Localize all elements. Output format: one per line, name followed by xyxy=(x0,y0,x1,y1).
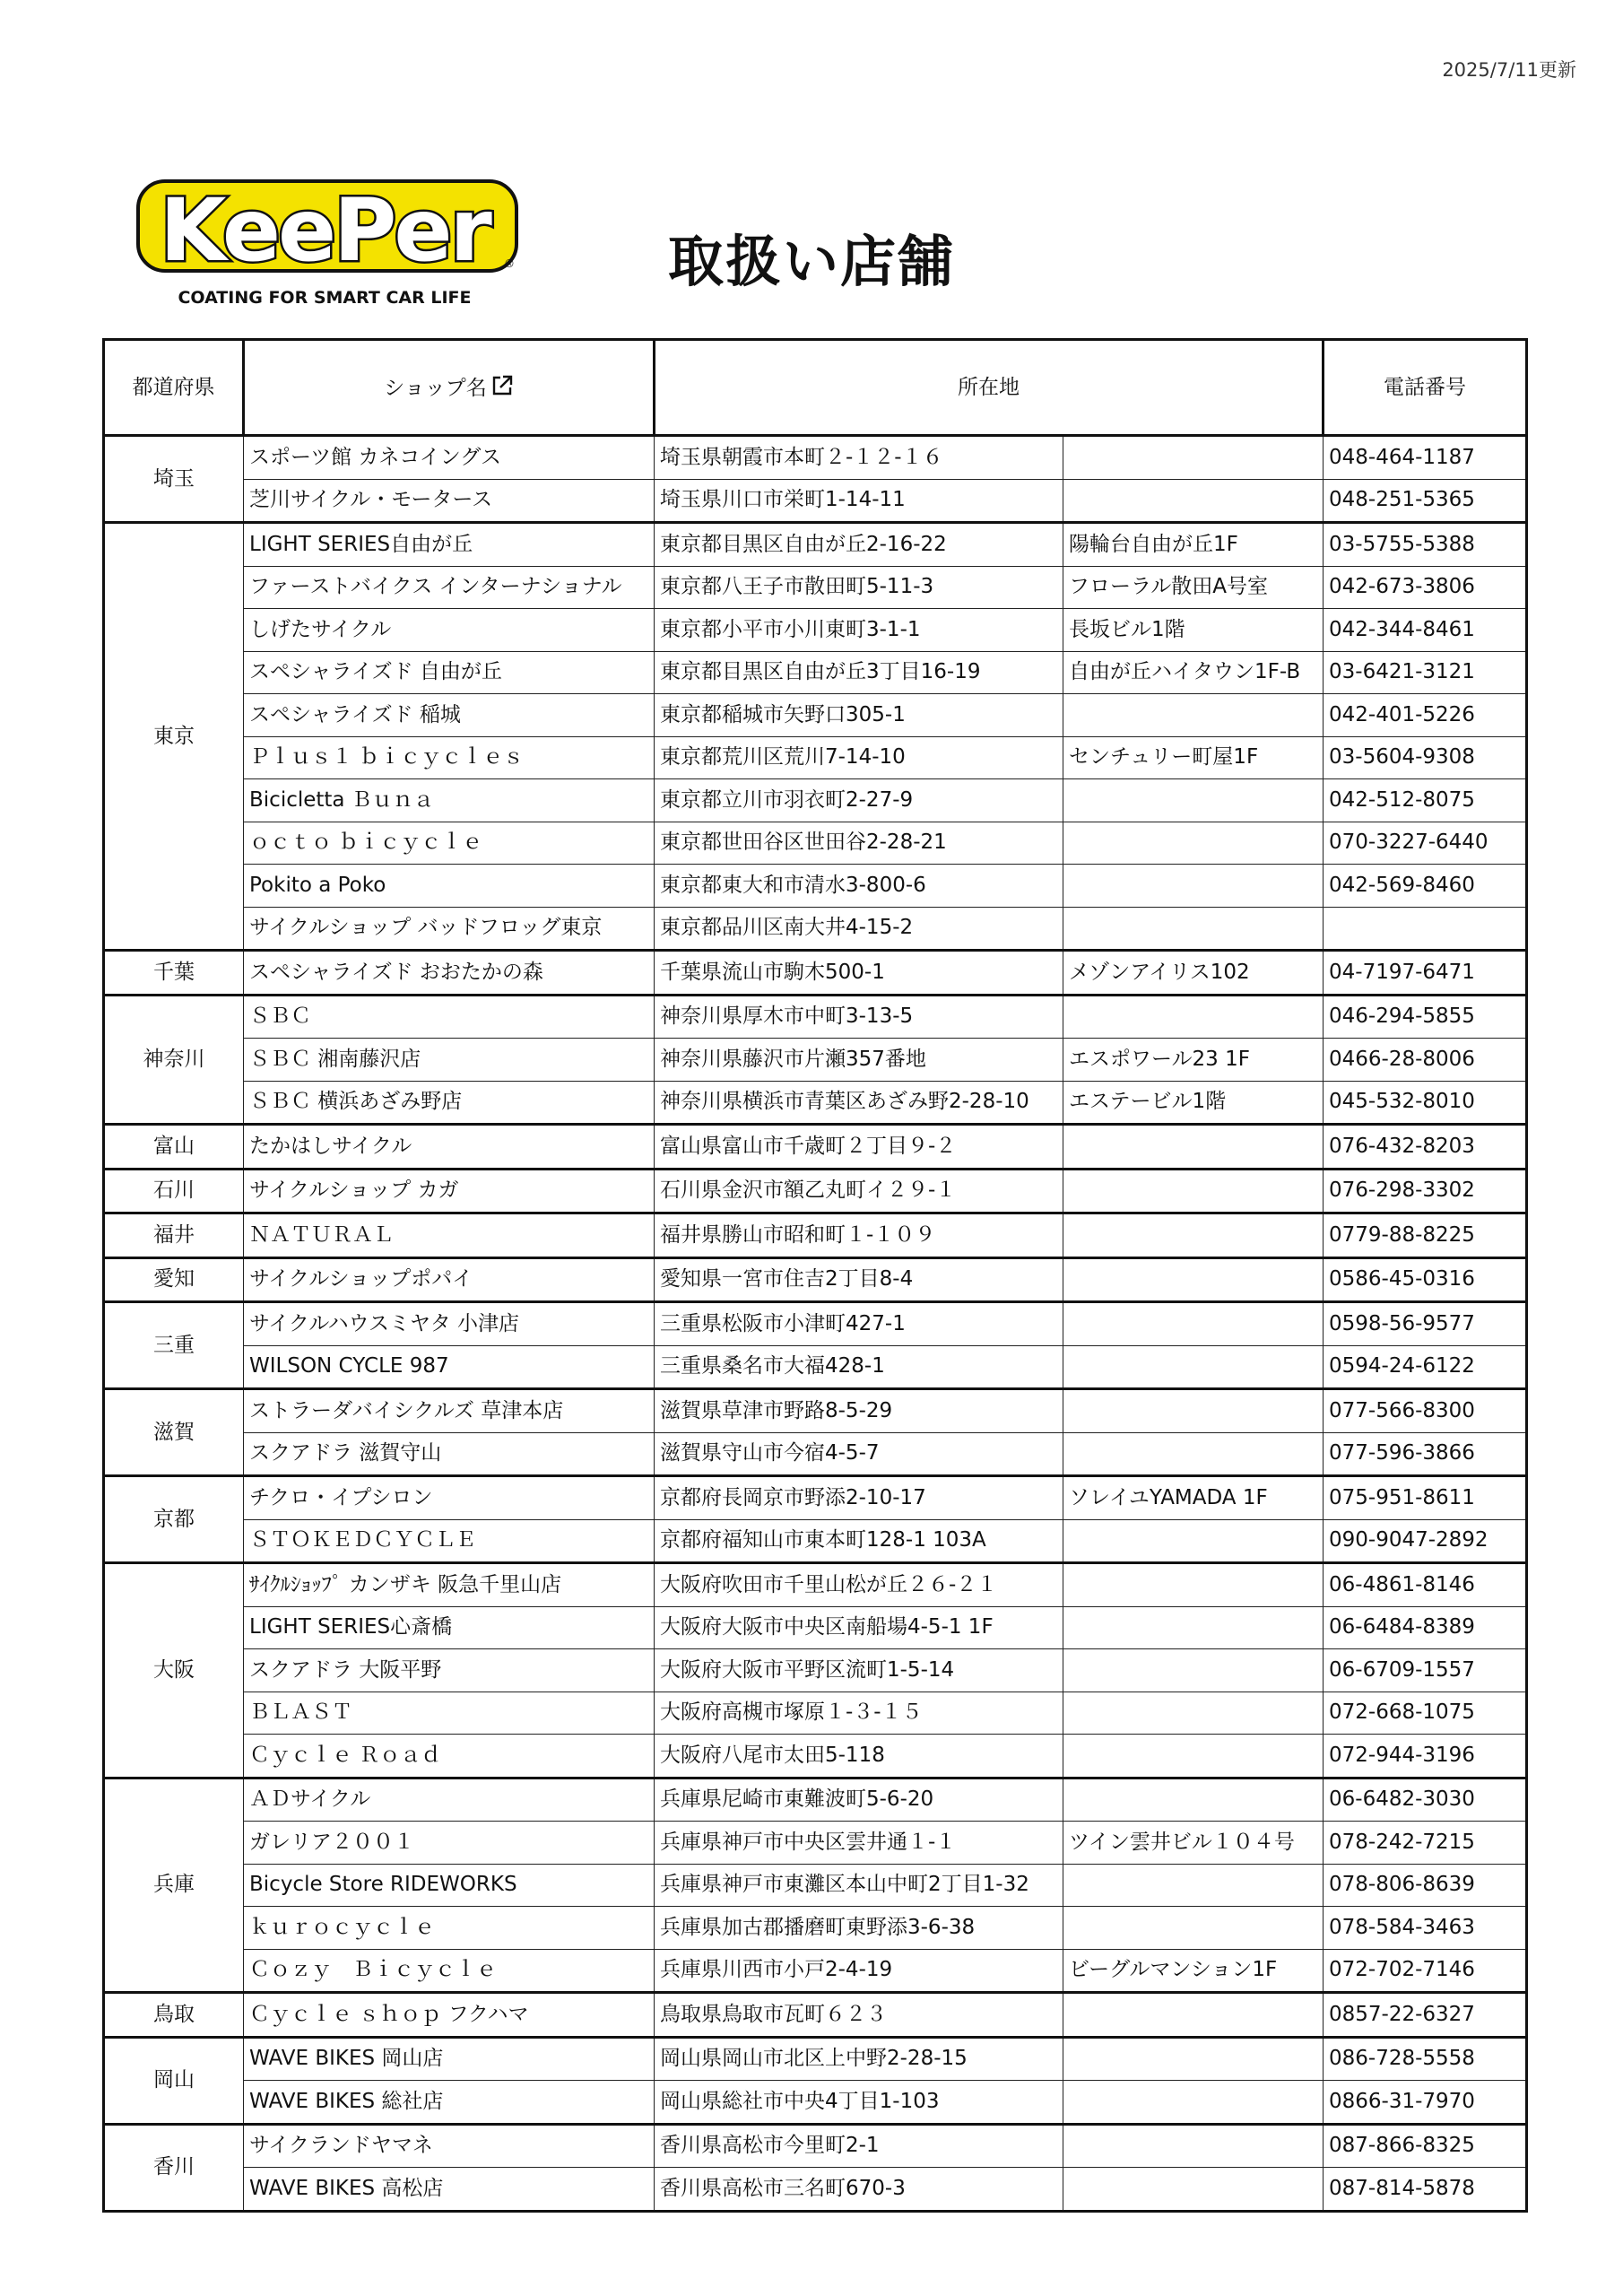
shop-name-cell: サイクルショップ カガ xyxy=(244,1169,655,1213)
prefecture-cell: 大阪 xyxy=(104,1563,244,1779)
address-cell: 兵庫県川西市小戸2-4-19 xyxy=(655,1949,1063,1993)
phone-cell: 0598-56-9577 xyxy=(1324,1302,1527,1346)
table-row xyxy=(104,1822,1527,1865)
address-cell: 三重県桑名市大福428-1 xyxy=(655,1345,1063,1389)
table-row xyxy=(104,609,1527,652)
address-cell: 東京都稲城市矢野口305-1 xyxy=(655,694,1063,737)
svg-text:KeePer: KeePer xyxy=(160,180,490,281)
building-cell xyxy=(1063,1432,1324,1476)
address-cell: 大阪府八尾市太田5-118 xyxy=(655,1735,1063,1779)
prefecture-cell: 埼玉 xyxy=(104,436,244,523)
building-cell: ビーグルマンション1F xyxy=(1063,1949,1324,1993)
building-cell xyxy=(1063,1735,1324,1779)
shop-name-cell: ガレリア２００１ xyxy=(244,1822,655,1865)
address-cell: 東京都品川区南大井4-15-2 xyxy=(655,907,1063,951)
shop-name-cell: ＳＴＯＫＥＤＣＹＣＬＥ xyxy=(244,1519,655,1563)
header-phone: 電話番号 xyxy=(1324,340,1527,436)
shop-name-cell: サイクルショップ バッドフロッグ東京 xyxy=(244,907,655,951)
address-cell: 千葉県流山市駒木500-1 xyxy=(655,951,1063,996)
table-row xyxy=(104,1864,1527,1907)
prefecture-cell: 富山 xyxy=(104,1125,244,1170)
shop-name-cell: スペシャライズド 自由が丘 xyxy=(244,651,655,694)
header-prefecture: 都道府県 xyxy=(104,340,244,436)
shop-name-cell: たかはしサイクル xyxy=(244,1125,655,1170)
address-cell: 兵庫県尼崎市東難波町5-6-20 xyxy=(655,1778,1063,1822)
table-row xyxy=(104,479,1527,523)
prefecture-cell: 愛知 xyxy=(104,1257,244,1302)
table-row xyxy=(104,1649,1527,1692)
address-cell: 香川県高松市今里町2-1 xyxy=(655,2124,1063,2168)
address-cell: 福井県勝山市昭和町１-１０９ xyxy=(655,1213,1063,1258)
table-row xyxy=(104,1081,1527,1125)
shop-name-cell: スペシャライズド おおたかの森 xyxy=(244,951,655,996)
svg-text:®: ® xyxy=(504,257,515,270)
table-row xyxy=(104,1432,1527,1476)
building-cell: センチュリー町屋1F xyxy=(1063,736,1324,779)
phone-cell: 06-6484-8389 xyxy=(1324,1606,1527,1649)
building-cell xyxy=(1063,2168,1324,2212)
prefecture-cell: 滋賀 xyxy=(104,1389,244,1476)
phone-cell: 090-9047-2892 xyxy=(1324,1519,1527,1563)
address-cell: 岡山県総社市中央4丁目1-103 xyxy=(655,2081,1063,2125)
building-cell xyxy=(1063,479,1324,523)
phone-cell: 046-294-5855 xyxy=(1324,995,1527,1039)
building-cell: 長坂ビル1階 xyxy=(1063,609,1324,652)
phone-cell: 048-464-1187 xyxy=(1324,436,1527,480)
table-row xyxy=(104,1993,1527,2038)
phone-cell: 0857-22-6327 xyxy=(1324,1993,1527,2038)
phone-cell: 077-596-3866 xyxy=(1324,1432,1527,1476)
shop-name-cell: サイクルハウスミヤタ 小津店 xyxy=(244,1302,655,1346)
building-cell xyxy=(1063,1563,1324,1607)
table-row xyxy=(104,779,1527,822)
table-row xyxy=(104,2168,1527,2212)
prefecture-cell: 京都 xyxy=(104,1476,244,1563)
shop-name-cell: ストラーダバイシクルズ 草津本店 xyxy=(244,1389,655,1433)
building-cell: ツイン雲井ビル１０４号 xyxy=(1063,1822,1324,1865)
shop-name-cell: Pokito a Poko xyxy=(244,865,655,908)
phone-cell: 0594-24-6122 xyxy=(1324,1345,1527,1389)
address-cell: 埼玉県朝霞市本町２-１２-１６ xyxy=(655,436,1063,480)
shop-name-cell: スペシャライズド 稲城 xyxy=(244,694,655,737)
prefecture-cell: 鳥取 xyxy=(104,1993,244,2038)
building-cell xyxy=(1063,822,1324,865)
table-row xyxy=(104,1125,1527,1170)
building-cell xyxy=(1063,995,1324,1039)
phone-cell: 03-6421-3121 xyxy=(1324,651,1527,694)
table-row xyxy=(104,1907,1527,1950)
address-cell: 大阪府高槻市塚原１-３-１５ xyxy=(655,1692,1063,1735)
table-row xyxy=(104,2081,1527,2125)
phone-cell: 042-344-8461 xyxy=(1324,609,1527,652)
table-row xyxy=(104,1735,1527,1779)
shop-name-cell: LIGHT SERIES心斎橋 xyxy=(244,1606,655,1649)
address-cell: 滋賀県守山市今宿4-5-7 xyxy=(655,1432,1063,1476)
header-address: 所在地 xyxy=(655,340,1324,436)
phone-cell: 042-673-3806 xyxy=(1324,566,1527,609)
phone-cell: 042-401-5226 xyxy=(1324,694,1527,737)
address-cell: 京都府福知山市東本町128-1 103A xyxy=(655,1519,1063,1563)
address-cell: 兵庫県神戸市中央区雲井通１-１ xyxy=(655,1822,1063,1865)
phone-cell: 048-251-5365 xyxy=(1324,479,1527,523)
address-cell: 香川県高松市三名町670-3 xyxy=(655,2168,1063,2212)
phone-cell: 086-728-5558 xyxy=(1324,2037,1527,2081)
shop-name-cell: Ｃｏｚｙ Ｂｉｃｙｃｌｅ xyxy=(244,1949,655,1993)
building-cell xyxy=(1063,779,1324,822)
building-cell xyxy=(1063,1302,1324,1346)
shop-name-cell: しげたサイクル xyxy=(244,609,655,652)
address-cell: 鳥取県鳥取市瓦町６２３ xyxy=(655,1993,1063,2038)
building-cell: エスポワール23 1F xyxy=(1063,1039,1324,1082)
building-cell: エステービル1階 xyxy=(1063,1081,1324,1125)
phone-cell: 078-806-8639 xyxy=(1324,1864,1527,1907)
shop-name-cell: WAVE BIKES 総社店 xyxy=(244,2081,655,2125)
shop-name-cell: スクアドラ 滋賀守山 xyxy=(244,1432,655,1476)
address-cell: 兵庫県加古郡播磨町東野添3-6-38 xyxy=(655,1907,1063,1950)
table-row xyxy=(104,1949,1527,1993)
prefecture-cell: 岡山 xyxy=(104,2037,244,2124)
phone-cell: 042-512-8075 xyxy=(1324,779,1527,822)
building-cell: 陽輪台自由が丘1F xyxy=(1063,523,1324,567)
address-cell: 埼玉県川口市栄町1-14-11 xyxy=(655,479,1063,523)
shop-name-cell: Bicycle Store RIDEWORKS xyxy=(244,1864,655,1907)
building-cell xyxy=(1063,2037,1324,2081)
address-cell: 東京都荒川区荒川7-14-10 xyxy=(655,736,1063,779)
address-cell: 東京都立川市羽衣町2-27-9 xyxy=(655,779,1063,822)
shop-name-cell: ＳＢＣ 湘南藤沢店 xyxy=(244,1039,655,1082)
table-row xyxy=(104,865,1527,908)
phone-cell: 076-298-3302 xyxy=(1324,1169,1527,1213)
building-cell: ソレイユYAMADA 1F xyxy=(1063,1476,1324,1520)
phone-cell: 04-7197-6471 xyxy=(1324,951,1527,996)
building-cell xyxy=(1063,1519,1324,1563)
building-cell xyxy=(1063,1345,1324,1389)
shop-name-cell: WAVE BIKES 岡山店 xyxy=(244,2037,655,2081)
building-cell xyxy=(1063,1606,1324,1649)
keeper-logo xyxy=(135,178,520,312)
building-cell xyxy=(1063,907,1324,951)
phone-cell: 042-569-8460 xyxy=(1324,865,1527,908)
phone-cell: 0779-88-8225 xyxy=(1324,1213,1527,1258)
address-cell: 石川県金沢市額乙丸町イ２９-１ xyxy=(655,1169,1063,1213)
address-cell: 東京都八王子市散田町5-11-3 xyxy=(655,566,1063,609)
shop-name-cell: Ｃｙｃｌｅ Ｒｏａｄ xyxy=(244,1735,655,1779)
address-cell: 大阪府大阪市中央区南船場4-5-1 1F xyxy=(655,1606,1063,1649)
shop-name-cell: LIGHT SERIES自由が丘 xyxy=(244,523,655,567)
phone-cell: 077-566-8300 xyxy=(1324,1389,1527,1433)
external-link-icon[interactable] xyxy=(490,374,514,402)
shop-table xyxy=(102,338,1528,2213)
table-row xyxy=(104,1778,1527,1822)
phone-cell: 0586-45-0316 xyxy=(1324,1257,1527,1302)
shop-name-cell: WAVE BIKES 高松店 xyxy=(244,2168,655,2212)
prefecture-cell: 石川 xyxy=(104,1169,244,1213)
table-row xyxy=(104,951,1527,996)
shop-name-cell: サイクランドヤマネ xyxy=(244,2124,655,2168)
phone-cell: 078-584-3463 xyxy=(1324,1907,1527,1950)
shop-name-cell: ＡＤサイクル xyxy=(244,1778,655,1822)
building-cell xyxy=(1063,1778,1324,1822)
table-header-row xyxy=(104,340,1527,436)
prefecture-cell: 三重 xyxy=(104,1302,244,1389)
address-cell: 東京都小平市小川東町3-1-1 xyxy=(655,609,1063,652)
table-row xyxy=(104,1476,1527,1520)
prefecture-cell: 神奈川 xyxy=(104,995,244,1125)
phone-cell: 06-6482-3030 xyxy=(1324,1778,1527,1822)
address-cell: 大阪府大阪市平野区流町1-5-14 xyxy=(655,1649,1063,1692)
shop-name-cell: サイクルショップポパイ xyxy=(244,1257,655,1302)
table-row xyxy=(104,694,1527,737)
table-row xyxy=(104,907,1527,951)
phone-cell: 06-4861-8146 xyxy=(1324,1563,1527,1607)
building-cell: フローラル散田A号室 xyxy=(1063,566,1324,609)
shop-name-cell: チクロ・イプシロン xyxy=(244,1476,655,1520)
shop-name-cell: ファーストバイクス インターナショナル xyxy=(244,566,655,609)
table-row xyxy=(104,2037,1527,2081)
shop-name-cell: ＮＡＴＵＲＡＬ xyxy=(244,1213,655,1258)
table-row xyxy=(104,566,1527,609)
phone-cell: 070-3227-6440 xyxy=(1324,822,1527,865)
address-cell: 神奈川県藤沢市片瀬357番地 xyxy=(655,1039,1063,1082)
page-title: 取扱い店舗 xyxy=(668,229,956,294)
building-cell xyxy=(1063,1907,1324,1950)
building-cell xyxy=(1063,2124,1324,2168)
shop-table-body xyxy=(104,436,1527,2212)
address-cell: 神奈川県厚木市中町3-13-5 xyxy=(655,995,1063,1039)
address-cell: 京都府長岡京市野添2-10-17 xyxy=(655,1476,1063,1520)
address-cell: 東京都目黒区自由が丘2-16-22 xyxy=(655,523,1063,567)
shop-name-cell: ｋｕｒｏｃｙｃｌｅ xyxy=(244,1907,655,1950)
prefecture-cell: 千葉 xyxy=(104,951,244,996)
table-row xyxy=(104,1302,1527,1346)
prefecture-cell: 兵庫 xyxy=(104,1778,244,1993)
address-cell: 兵庫県神戸市東灘区本山中町2丁目1-32 xyxy=(655,1864,1063,1907)
table-row xyxy=(104,436,1527,480)
building-cell xyxy=(1063,436,1324,480)
building-cell xyxy=(1063,1692,1324,1735)
table-row xyxy=(104,2124,1527,2168)
shop-name-cell: WILSON CYCLE 987 xyxy=(244,1345,655,1389)
table-row xyxy=(104,1039,1527,1082)
phone-cell: 078-242-7215 xyxy=(1324,1822,1527,1865)
shop-name-cell: スポーツ館 カネコイングス xyxy=(244,436,655,480)
phone-cell: 072-668-1075 xyxy=(1324,1692,1527,1735)
building-cell xyxy=(1063,1649,1324,1692)
phone-cell: 0466-28-8006 xyxy=(1324,1039,1527,1082)
address-cell: 富山県富山市千歳町２丁目９-２ xyxy=(655,1125,1063,1170)
phone-cell: 03-5604-9308 xyxy=(1324,736,1527,779)
table-row xyxy=(104,1563,1527,1607)
shop-name-cell: 芝川サイクル・モータース xyxy=(244,479,655,523)
address-cell: 大阪府吹田市千里山松が丘２６-２１ xyxy=(655,1563,1063,1607)
updated-date: 2025/7/11更新 xyxy=(1442,59,1576,81)
shop-name-cell: Bicicletta Ｂｕｎａ xyxy=(244,779,655,822)
shop-name-cell: ＳＢＣ xyxy=(244,995,655,1039)
table-row xyxy=(104,822,1527,865)
header-shop xyxy=(244,340,655,436)
building-cell xyxy=(1063,1864,1324,1907)
address-cell: 岡山県岡山市北区上中野2-28-15 xyxy=(655,2037,1063,2081)
building-cell xyxy=(1063,1257,1324,1302)
phone-cell xyxy=(1324,907,1527,951)
address-cell: 三重県松阪市小津町427-1 xyxy=(655,1302,1063,1346)
prefecture-cell: 香川 xyxy=(104,2124,244,2211)
prefecture-cell: 福井 xyxy=(104,1213,244,1258)
phone-cell: 072-944-3196 xyxy=(1324,1735,1527,1779)
shop-name-cell: ｏｃｔｏ ｂｉｃｙｃｌｅ xyxy=(244,822,655,865)
address-cell: 愛知県一宮市住吉2丁目8-4 xyxy=(655,1257,1063,1302)
address-cell: 東京都東大和市清水3-800-6 xyxy=(655,865,1063,908)
prefecture-cell: 東京 xyxy=(104,523,244,951)
address-cell: 東京都世田谷区世田谷2-28-21 xyxy=(655,822,1063,865)
building-cell: メゾンアイリス102 xyxy=(1063,951,1324,996)
address-cell: 神奈川県横浜市青葉区あざみ野2-28-10 xyxy=(655,1081,1063,1125)
table-row xyxy=(104,995,1527,1039)
shop-name-cell: Ｐｌｕｓ１ ｂｉｃｙｃｌｅｓ xyxy=(244,736,655,779)
phone-cell: 076-432-8203 xyxy=(1324,1125,1527,1170)
svg-text:COATING FOR SMART CAR LIFE: COATING FOR SMART CAR LIFE xyxy=(178,288,472,308)
shop-name-cell: Ｃｙｃｌｅ ｓｈｏｐ フクハマ xyxy=(244,1993,655,2038)
table-row xyxy=(104,1257,1527,1302)
shop-name-cell: スクアドラ 大阪平野 xyxy=(244,1649,655,1692)
table-row xyxy=(104,1169,1527,1213)
header-shop-label: ショップ名 xyxy=(384,376,487,400)
table-row xyxy=(104,1606,1527,1649)
table-row xyxy=(104,1519,1527,1563)
phone-cell: 0866-31-7970 xyxy=(1324,2081,1527,2125)
building-cell xyxy=(1063,1389,1324,1433)
address-cell: 滋賀県草津市野路8-5-29 xyxy=(655,1389,1063,1433)
address-cell: 東京都目黒区自由が丘3丁目16-19 xyxy=(655,651,1063,694)
building-cell xyxy=(1063,1125,1324,1170)
building-cell xyxy=(1063,865,1324,908)
table-row xyxy=(104,736,1527,779)
table-row xyxy=(104,1213,1527,1258)
phone-cell: 072-702-7146 xyxy=(1324,1949,1527,1993)
building-cell xyxy=(1063,1213,1324,1258)
building-cell: 自由が丘ハイタウン1F-B xyxy=(1063,651,1324,694)
phone-cell: 03-5755-5388 xyxy=(1324,523,1527,567)
building-cell xyxy=(1063,2081,1324,2125)
building-cell xyxy=(1063,1169,1324,1213)
table-row xyxy=(104,523,1527,567)
shop-name-cell: ｻｲｸﾙｼｮｯﾌﾟ カンザキ 阪急千里山店 xyxy=(244,1563,655,1607)
table-row xyxy=(104,1692,1527,1735)
building-cell xyxy=(1063,694,1324,737)
phone-cell: 075-951-8611 xyxy=(1324,1476,1527,1520)
building-cell xyxy=(1063,1993,1324,2038)
table-row xyxy=(104,1389,1527,1433)
table-row xyxy=(104,1345,1527,1389)
phone-cell: 087-814-5878 xyxy=(1324,2168,1527,2212)
shop-name-cell: ＢＬＡＳＴ xyxy=(244,1692,655,1735)
phone-cell: 087-866-8325 xyxy=(1324,2124,1527,2168)
phone-cell: 06-6709-1557 xyxy=(1324,1649,1527,1692)
phone-cell: 045-532-8010 xyxy=(1324,1081,1527,1125)
shop-name-cell: ＳＢＣ 横浜あざみ野店 xyxy=(244,1081,655,1125)
table-row xyxy=(104,651,1527,694)
